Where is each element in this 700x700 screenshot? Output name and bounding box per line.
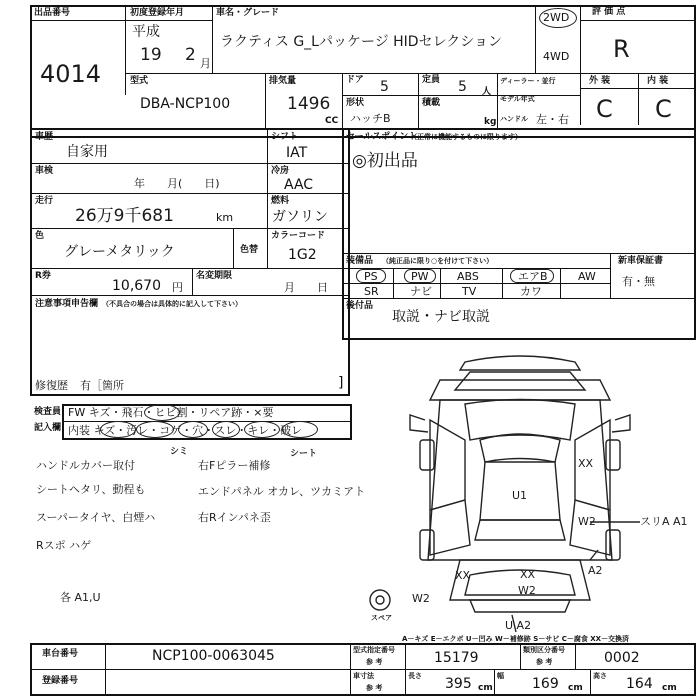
car-name: ラクティス G_Lパッケージ HIDセレクション: [220, 34, 503, 50]
notes-sub: （不具合の場合は具体的に記入して下さい）: [102, 300, 242, 308]
damage-legend: A－キズ E－エクボ U－凹み W－補修跡 S－サビ C－腐食 XX－交換済: [402, 635, 630, 643]
spare-label: スペア: [371, 614, 392, 622]
handwritten-note-5: 各 A1,U: [60, 591, 101, 604]
km-unit: km: [216, 211, 234, 224]
mark-xx-right: XX: [578, 457, 594, 470]
interior-label: 内 装: [647, 76, 669, 86]
mark-a2-right: A2: [588, 564, 603, 577]
equip-pw: PW: [411, 270, 429, 283]
type-cert-ref: 参 考: [366, 658, 383, 666]
mileage-label: 走行: [35, 196, 54, 206]
first-reg-month: 2: [185, 45, 196, 65]
deadline-value: 月 日: [284, 281, 328, 294]
width-label: 幅: [497, 672, 504, 680]
type-cert-label: 型式指定番号: [353, 646, 395, 654]
repair-bracket-close: ]: [338, 375, 344, 391]
class-value: 0002: [604, 650, 640, 666]
equip-sr: SR: [364, 285, 379, 298]
shift-value: IAT: [286, 145, 308, 161]
inspector-label-1: 検査員: [34, 407, 62, 417]
class-label: 類別区分番号: [523, 646, 565, 654]
reg-label: 登録番号: [42, 676, 79, 686]
equip-abs: ABS: [457, 270, 479, 283]
shape-label: 形状: [346, 98, 365, 108]
chassis-value: NCP100-0063045: [152, 648, 275, 664]
first-reg-year: 19: [140, 45, 162, 65]
capacity-value: 5: [458, 79, 467, 95]
history-value: 自家用: [66, 144, 108, 160]
handwritten-note-4: Rスポ ハゲ: [36, 539, 92, 552]
exterior-label: 外 装: [589, 76, 611, 86]
recycle-value: 10,670: [112, 278, 161, 294]
equip-tv: TV: [462, 285, 477, 298]
handle-value: 左・右: [536, 113, 569, 126]
seat-note: シート: [290, 449, 318, 459]
handwritten-note-3: スーパータイヤ、白煙ハ: [36, 511, 156, 524]
height-label: 高さ: [593, 672, 607, 680]
length-value: 395: [445, 676, 472, 692]
chassis-label: 車台番号: [42, 649, 79, 659]
height-unit: cm: [662, 683, 677, 693]
month-unit: 月: [200, 57, 211, 70]
displacement-label: 排気量: [269, 76, 297, 86]
equipment-sub: （純正品に限り○を付けて下さい）: [382, 257, 494, 265]
handle-label: ハンドル: [500, 115, 528, 123]
interior-grade: C: [655, 95, 672, 123]
sales-label: セールスポイント: [346, 132, 418, 142]
inspection-value: 年 月( 日): [134, 177, 220, 190]
mark-xx-left: XX: [455, 569, 471, 582]
mark-u1: U1: [512, 489, 528, 502]
equip-navi: ナビ: [410, 285, 432, 298]
handwritten-note-right-2: エンドパネル オカレ、ツカミアト: [198, 485, 366, 498]
equip-leather: カワ: [520, 285, 542, 298]
model-year-label: モデル年式: [500, 95, 535, 103]
warranty-label: 新車保証書: [618, 256, 664, 266]
yen-unit: 円: [172, 281, 183, 294]
era: 平成: [132, 24, 160, 40]
color-code-label: カラーコード: [271, 231, 326, 241]
lot-number: 4014: [40, 60, 102, 88]
doors-label: ドア: [346, 75, 364, 85]
dims-label: 車寸法: [353, 672, 374, 680]
shift-label: シフト: [271, 132, 299, 142]
aircon-label: 冷房: [271, 166, 290, 176]
sales-sub: （正常に機能するものに限ります）: [410, 133, 522, 141]
mileage-value: 26万9千681: [75, 206, 174, 226]
recycle-label: R券: [35, 271, 51, 281]
person-unit: 人: [482, 87, 492, 97]
aircon-value: AAC: [284, 177, 314, 193]
exterior-grade: C: [596, 95, 613, 123]
inspection-label: 車検: [35, 166, 54, 176]
model-label: 型式: [130, 76, 149, 86]
color-label: 色: [35, 231, 45, 241]
equip-ps: PS: [364, 270, 378, 283]
repair-value: 有［箇所: [80, 379, 124, 392]
mark-xx-mid: XX: [520, 568, 536, 581]
inspector-label-2: 記入欄: [34, 423, 62, 433]
drive-4wd: 4WD: [543, 50, 570, 63]
equip-aw: AW: [578, 270, 596, 283]
mark-w2-left: W2: [412, 592, 430, 605]
height-value: 164: [626, 676, 653, 692]
dealer-label: ディーラー・並行: [500, 77, 556, 85]
shape-value: ハッチB: [350, 112, 391, 125]
handwritten-note-right-1: 右Fピラー補修: [198, 459, 271, 472]
class-ref: 参 考: [536, 658, 553, 666]
notes-label: 注意事項申告欄: [35, 299, 99, 309]
length-unit: cm: [478, 683, 493, 693]
handwritten-note-2: シートヘタリ、動程も: [36, 483, 146, 496]
handwritten-note-1: ハンドルカバー取付: [36, 459, 135, 472]
mark-w2-mid: W2: [518, 584, 536, 597]
first-reg-label: 初度登録年月: [130, 8, 185, 18]
lot-label: 出品番号: [34, 8, 71, 18]
color-value: グレーメタリック: [64, 244, 175, 260]
warranty-value: 有・無: [622, 275, 655, 288]
fuel-value: ガソリン: [272, 209, 328, 225]
drive-2wd: 2WD: [543, 11, 570, 24]
inspector-row-2: 内装 キズ・汚レ・コゲ・穴・スレ・キレ・破レ: [68, 424, 303, 437]
mark-w2-right: W2: [578, 515, 596, 528]
color-change-label: 色替: [240, 245, 259, 255]
model-code: DBA-NCP100: [140, 96, 231, 112]
aftermarket-value: 取説・ナビ取説: [392, 309, 490, 325]
kg-unit: kg: [484, 117, 497, 127]
shimi-note: シミ: [170, 447, 189, 457]
handwritten-note-right-3: 右Rインパネ歪: [198, 511, 271, 524]
length-label: 長さ: [408, 672, 422, 680]
repair-label: 修復歴: [35, 379, 68, 392]
name-grade-label: 車名・グレード: [216, 8, 280, 18]
aftermarket-label: 後付品: [346, 301, 374, 311]
capacity-label: 定員: [422, 75, 441, 85]
type-cert-value: 15179: [434, 650, 479, 666]
doors-value: 5: [380, 79, 389, 95]
inspector-row-1: FW キズ・飛石・ヒビ割・リペア跡・×要: [68, 406, 274, 419]
width-unit: cm: [568, 683, 583, 693]
equip-airbag: エアB: [518, 270, 548, 283]
displacement-value: 1496: [287, 94, 331, 114]
width-value: 169: [532, 676, 559, 692]
mark-a1-right: スリA A1: [640, 515, 688, 528]
mark-u-a2: U A2: [505, 619, 532, 632]
cc-unit: CC: [325, 116, 339, 126]
equipment-label: 装備品: [346, 256, 374, 266]
deadline-label: 名変期限: [196, 271, 233, 281]
eval-score: R: [613, 35, 630, 63]
fuel-label: 燃料: [271, 196, 290, 206]
load-label: 積載: [422, 98, 441, 108]
eval-label: 評 価 点: [592, 7, 626, 17]
sales-point: ◎初出品: [352, 151, 418, 171]
dims-ref: 参 考: [366, 684, 383, 692]
history-label: 車歴: [35, 132, 54, 142]
color-code-value: 1G2: [288, 247, 317, 263]
